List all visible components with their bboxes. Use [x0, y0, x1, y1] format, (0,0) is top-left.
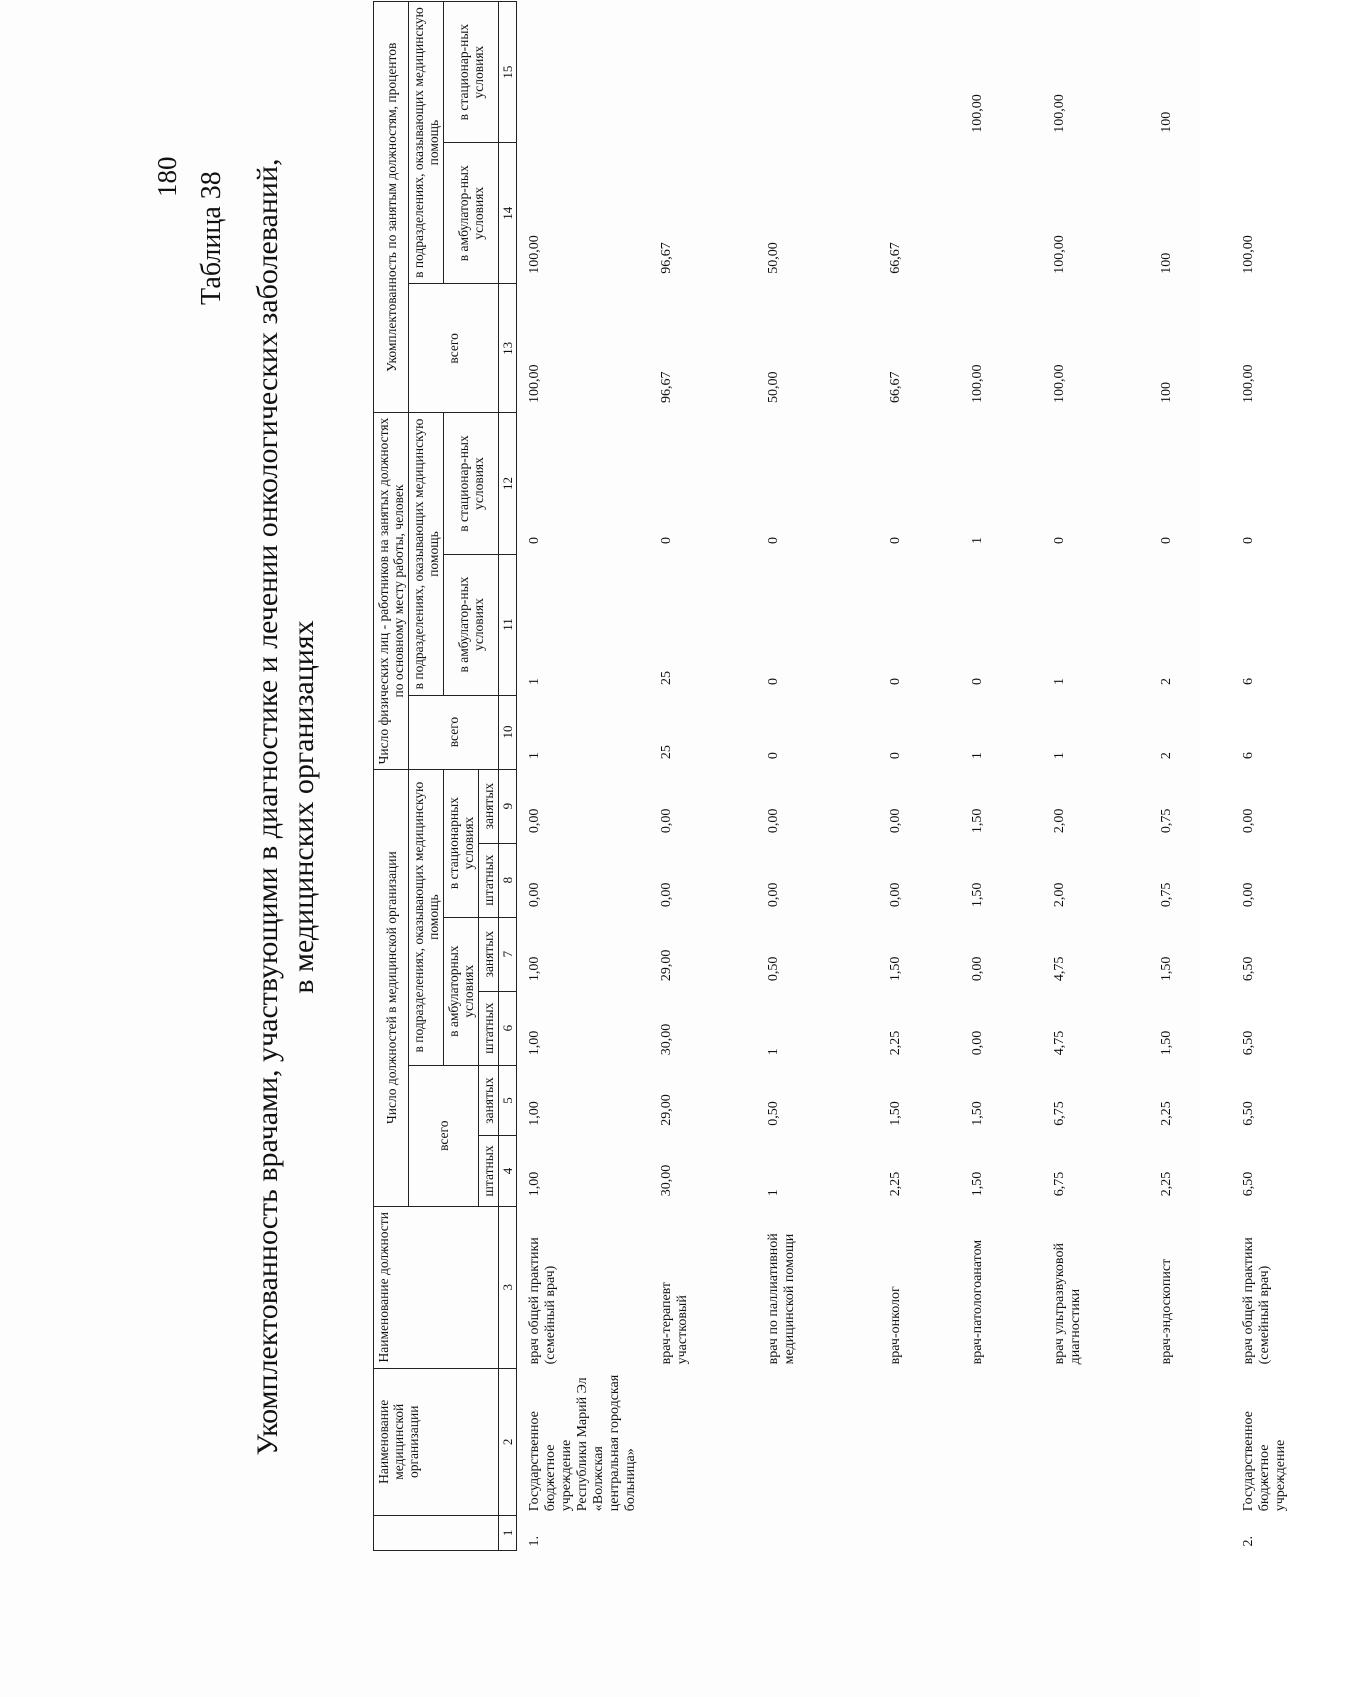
- hdr-org: Наименование медицинской организации: [374, 1368, 499, 1515]
- shtat-amb: 1: [766, 1048, 781, 1056]
- col-number: 3: [499, 1206, 517, 1368]
- staffing-amb: [960, 143, 1042, 284]
- zan-stat: 1,50: [970, 808, 985, 834]
- phys-stat: 0: [1052, 537, 1067, 545]
- org-name: Государственное бюджетное учреждение Республики Марий Эл «Волжская центральная городская больница»: [527, 1374, 638, 1512]
- phys-stat: 0: [527, 537, 542, 545]
- position-name: врач по паллиативной медицинской помощи: [766, 1233, 797, 1365]
- phys-amb: 1: [527, 678, 542, 686]
- zan-total: 0,50: [766, 1101, 781, 1126]
- shtat-stat: 0,00: [888, 882, 903, 908]
- phys-stat: 0: [766, 537, 781, 545]
- col-number: 9: [499, 769, 517, 843]
- shtat-stat: 0,00: [659, 882, 674, 908]
- hdr-count-total: всего: [409, 1065, 479, 1206]
- zan-stat: 0,00: [527, 808, 542, 834]
- org-name: [756, 1368, 878, 1515]
- phys-total: 2: [1159, 752, 1174, 760]
- shtat-total: 30,00: [659, 1164, 674, 1197]
- table-row: [1149, 2, 1231, 1551]
- staffing-table: [373, 1, 1363, 1551]
- phys-stat: 1: [970, 537, 985, 545]
- zan-amb: 1,50: [1159, 956, 1174, 982]
- column-number-row: [499, 2, 517, 1551]
- table-row: [649, 2, 756, 1551]
- title-line-1: Укомплектованность врачами, участвующими в диагностике и лечении онкологических заболеваний,: [251, 158, 284, 1456]
- shtat-total: 1,50: [970, 1171, 985, 1197]
- zan-total: 6,50: [1241, 1101, 1256, 1126]
- table-row: [1231, 2, 1363, 1551]
- table-row: [960, 2, 1042, 1551]
- org-name: [878, 1368, 960, 1515]
- hdr-phys-subdiv: в подразделениях, оказывающих медицинскую помощь: [409, 413, 444, 695]
- staffing-amb: 100,00: [1052, 235, 1067, 274]
- phys-total: 0: [888, 752, 903, 760]
- col-number: 15: [499, 2, 517, 143]
- row-number: [1149, 1515, 1231, 1550]
- staffing-stat: [517, 2, 650, 143]
- shtat-amb: 6,50: [1241, 1030, 1256, 1056]
- staffing-amb: 100: [1159, 252, 1174, 274]
- staffing-total: 100,00: [1241, 364, 1256, 403]
- zan-stat: 0,00: [766, 808, 781, 834]
- phys-stat: 0: [888, 537, 903, 545]
- hdr-position: Наименование должности: [374, 1206, 499, 1368]
- shtat-amb: 0,00: [970, 1030, 985, 1056]
- shtat-stat: 0,00: [1241, 882, 1256, 908]
- zan-stat: 0,00: [1241, 808, 1256, 834]
- phys-amb: 2: [1159, 678, 1174, 686]
- col-number: 1: [499, 1515, 517, 1550]
- col-number: 10: [499, 695, 517, 769]
- hdr-staff-total: всего: [409, 284, 499, 413]
- phys-total: 1: [970, 752, 985, 760]
- row-number: 1.: [527, 1536, 542, 1547]
- phys-stat: 0: [659, 537, 674, 545]
- staffing-amb: 96,67: [659, 242, 674, 274]
- zan-amb: 0,50: [766, 956, 781, 982]
- hdr-count-subdiv: в подразделениях, оказывающих медицинскую помощь: [409, 769, 444, 1065]
- hdr-zan-3: занятых: [479, 769, 499, 843]
- col-number: 2: [499, 1368, 517, 1515]
- staffing-stat: [649, 2, 756, 143]
- shtat-total: 2,25: [1159, 1171, 1174, 1197]
- hdr-phys-stat: в стационар-ных условиях: [444, 413, 499, 554]
- row-number: [878, 1515, 960, 1550]
- org-name: Государственное бюджетное учреждение: [1241, 1411, 1288, 1512]
- position-name: врач общей практики (семейный врач): [527, 1237, 558, 1365]
- hdr-shtat-2: штатных: [479, 991, 499, 1065]
- zan-total: 1,50: [970, 1101, 985, 1126]
- col-number: 13: [499, 284, 517, 413]
- row-number: [649, 1515, 756, 1550]
- shtat-amb: 4,75: [1052, 1030, 1067, 1056]
- staffing-total: 66,67: [888, 371, 903, 403]
- shtat-total: 2,25: [888, 1171, 903, 1197]
- phys-total: 0: [766, 752, 781, 760]
- phys-amb: 25: [659, 671, 674, 686]
- shtat-stat: 0,00: [766, 882, 781, 908]
- table-row: [517, 2, 650, 1551]
- staffing-amb: 50,00: [766, 242, 781, 274]
- position-name: врач-патологоанатом: [970, 1239, 985, 1365]
- shtat-total: 1: [766, 1189, 781, 1197]
- staffing-total: 100: [1159, 381, 1174, 403]
- position-name: врач-онколог: [888, 1286, 903, 1365]
- staffing-stat: [878, 2, 960, 143]
- phys-total: 1: [1052, 752, 1067, 760]
- zan-amb: 29,00: [659, 949, 674, 982]
- table-row: [878, 2, 960, 1551]
- shtat-stat: 1,50: [970, 882, 985, 908]
- zan-total: 1,50: [888, 1101, 903, 1126]
- hdr-phys-total: всего: [409, 695, 499, 769]
- hdr-zan-2: занятых: [479, 917, 499, 991]
- zan-stat: 0,75: [1159, 808, 1174, 834]
- page-number: 180: [152, 156, 182, 197]
- hdr-count-stat: в стационарных условиях: [444, 769, 479, 917]
- staffing-stat: 100,00: [1052, 94, 1067, 133]
- phys-amb: 1: [1052, 678, 1067, 686]
- staffing-total: 50,00: [766, 371, 781, 403]
- header-row-1: [374, 2, 409, 1551]
- shtat-amb: 1,50: [1159, 1030, 1174, 1056]
- org-name: [649, 1368, 756, 1515]
- zan-amb: 4,75: [1052, 956, 1067, 982]
- phys-total: 6: [1241, 752, 1256, 760]
- phys-amb: 0: [970, 678, 985, 686]
- table-label: Таблица 38: [196, 171, 227, 305]
- shtat-stat: 0,00: [527, 882, 542, 908]
- zan-stat: 0,00: [659, 808, 674, 834]
- phys-stat: 0: [1241, 537, 1256, 545]
- staffing-stat: [1231, 2, 1363, 143]
- shtat-total: 6,75: [1052, 1171, 1067, 1197]
- hdr-physical: Число физических лиц - работников на занятых должностях по основному месту работы, человек: [374, 413, 409, 769]
- staffing-total: 100,00: [1052, 364, 1067, 403]
- staffing-amb: 100,00: [1241, 235, 1256, 274]
- zan-total: 1,00: [527, 1101, 542, 1126]
- shtat-amb: 30,00: [659, 1023, 674, 1056]
- position-name: врач-терапевт участковый: [659, 1281, 690, 1365]
- hdr-staff-subdiv: в подразделениях, оказывающих медицинскую помощь: [409, 2, 444, 284]
- phys-total: 25: [659, 745, 674, 760]
- table-title: [250, 0, 322, 1637]
- phys-amb: 0: [888, 678, 903, 686]
- shtat-total: 6,50: [1241, 1171, 1256, 1197]
- col-number: 14: [499, 143, 517, 284]
- staffing-stat: 100,00: [970, 94, 985, 133]
- shtat-amb: 2,25: [888, 1030, 903, 1056]
- zan-amb: 0,00: [970, 956, 985, 982]
- zan-stat: 2,00: [1052, 808, 1067, 834]
- shtat-amb: 1,00: [527, 1030, 542, 1056]
- staffing-stat: [756, 2, 878, 143]
- hdr-staffing: Укомплектованность по занятым должностям, процентов: [374, 2, 409, 413]
- hdr-staff-stat: в стационар-ных условиях: [444, 2, 499, 143]
- org-name: [960, 1368, 1042, 1515]
- staffing-total: 100,00: [970, 364, 985, 403]
- table-body: [517, 2, 1363, 1551]
- zan-total: 6,75: [1052, 1101, 1067, 1126]
- phys-amb: 0: [766, 678, 781, 686]
- col-number: 7: [499, 917, 517, 991]
- hdr-phys-amb: в амбулатор-ных условиях: [444, 554, 499, 695]
- hdr-zan-1: занятых: [479, 1065, 499, 1136]
- row-number: [1042, 1515, 1149, 1550]
- shtat-total: 1,00: [527, 1171, 542, 1197]
- hdr-shtat-3: штатных: [479, 843, 499, 917]
- staffing-amb: 66,67: [888, 242, 903, 274]
- phys-total: 1: [527, 752, 542, 760]
- row-number: 2.: [1241, 1536, 1256, 1547]
- row-number: [756, 1515, 878, 1550]
- col-number: 11: [499, 554, 517, 695]
- hdr-staff-amb: в амбулатор-ных условиях: [444, 143, 499, 284]
- zan-amb: 6,50: [1241, 956, 1256, 982]
- row-number: [960, 1515, 1042, 1550]
- hdr-shtat-1: штатных: [479, 1136, 499, 1207]
- col-number: 8: [499, 843, 517, 917]
- phys-stat: 0: [1159, 537, 1174, 545]
- staffing-stat: 100: [1159, 111, 1174, 133]
- org-name: [1149, 1368, 1231, 1515]
- hdr-n: [374, 1515, 499, 1550]
- table-row: [1042, 2, 1149, 1551]
- phys-amb: 6: [1241, 678, 1256, 686]
- col-number: 4: [499, 1136, 517, 1207]
- table-row: [756, 2, 878, 1551]
- col-number: 5: [499, 1065, 517, 1136]
- org-name: [1042, 1368, 1149, 1515]
- position-name: врач ультразвуковой диагностики: [1052, 1243, 1083, 1365]
- title-line-2: в медицинских организациях: [287, 620, 320, 994]
- shtat-stat: 0,75: [1159, 882, 1174, 908]
- col-number: 12: [499, 413, 517, 554]
- staffing-total: 96,67: [659, 371, 674, 403]
- staffing-total: 100,00: [527, 364, 542, 403]
- zan-amb: 1,50: [888, 956, 903, 982]
- zan-amb: 1,00: [527, 956, 542, 982]
- staffing-amb: 100,00: [527, 235, 542, 274]
- position-name: врач общей практики (семейный врач): [1241, 1237, 1272, 1365]
- shtat-stat: 2,00: [1052, 882, 1067, 908]
- zan-total: 2,25: [1159, 1101, 1174, 1126]
- zan-total: 29,00: [659, 1094, 674, 1126]
- col-number: 6: [499, 991, 517, 1065]
- hdr-count-amb: в амбулаторных условиях: [444, 917, 479, 1065]
- hdr-count: Число должностей в медицинской организации: [374, 769, 409, 1206]
- position-name: врач-эндоскопист: [1159, 1258, 1174, 1365]
- zan-stat: 0,00: [888, 808, 903, 834]
